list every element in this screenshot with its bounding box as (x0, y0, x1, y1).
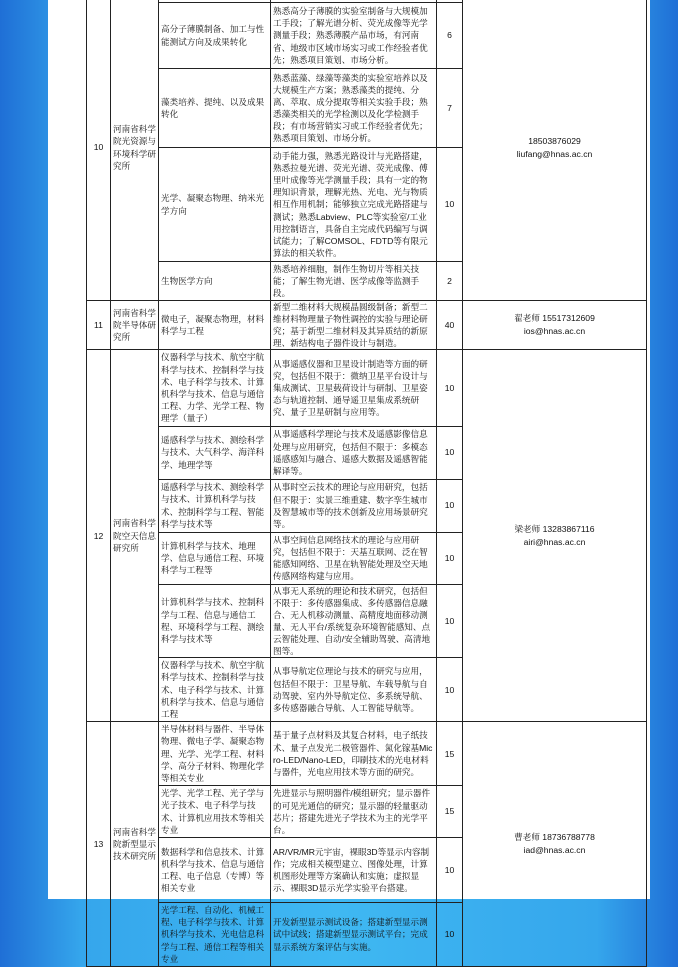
count-cell: 10 (437, 426, 463, 479)
contact-email: iad@hnas.ac.cn (523, 845, 586, 856)
count-cell: 10 (437, 838, 463, 903)
major-cell: 遥感科学与技术、测绘科学与技术、大气科学、海洋科学、地理学等 (159, 426, 271, 479)
requirement-cell: 从事时空云技术的理论与应用研究，包括但不限于：实景三维重建、数字孪生城市及智慧城市等的技术创新及应用场景研究等。 (271, 479, 437, 532)
requirement-cell: 从事无人系统的理论和技术研究，包括但不限于：多传感器集成、多传感器信息融合、无人机移动测量、高精度地面移动测量、无人平台/系统复杂环境智能感知、点云智能处理、自动/安全辅助驾驶、高清地图等。 (271, 584, 437, 658)
major-cell: 数据科学和信息技术、计算机科学与技术、信息与通信工程、电子信息（专博）等相关专业 (159, 838, 271, 903)
contact-cell (463, 722, 647, 967)
requirement-cell: 从事遥感科学理论与技术及遥感影像信息处理与应用研究，包括但不限于：多模态遥感感知与融合、遥感大数据及遥感智能解译等。 (271, 426, 437, 479)
contact-email: liufang@hnas.ac.cn (516, 148, 593, 159)
row-number: 13 (87, 722, 111, 967)
requirement-cell: 新型二维材料大规模晶圆级制备；新型二维材料物理量子物性调控的实验与理论研究；基于新型二维材料及其异质结的新原理、新结构电子器件设计与制造。 (271, 301, 437, 350)
count-cell: 7 (437, 69, 463, 148)
major-cell: 仪器科学与技术、航空宇航科学与技术、控制科学与技术、电子科学与技术、计算机科学与技术、信息与通信工程 (159, 658, 271, 722)
major-cell: 微电子，凝聚态物理，材料科学与工程 (159, 301, 271, 350)
table-row (87, 722, 647, 786)
count-cell: 10 (437, 584, 463, 658)
major-cell: 计算机科学与技术、地理学、信息与通信工程、环境科学与工程等 (159, 532, 271, 584)
requirement-cell: 熟悉培养细胞，制作生物切片等相关技能；了解生物光谱、医学成像等监测手段。 (271, 262, 437, 301)
unit-name: 河南省科学院光资源与环境科学研究所 (111, 0, 159, 301)
count-cell: 10 (437, 658, 463, 722)
requirement-cell: 从事空间信息网络技术的理论与应用研究，包括但不限于：天基互联网、泛在智能感知网络、卫星在轨智能处理及空天地传感网络构建与应用。 (271, 532, 437, 584)
recruitment-table (86, 0, 647, 967)
major-cell: 光学、凝聚态物理、纳米光学方向 (159, 148, 271, 262)
unit-name: 河南省科学院新型显示技术研究所 (111, 722, 159, 967)
requirement-cell: 从事遥感仪器和卫星设计制造等方面的研究，包括但不限于：微纳卫星平台设计与集成测试、卫星载荷设计与研制、卫星姿态与轨道控制、通导遥卫星集成系统研究、量子卫星研制与应用等。 (271, 350, 437, 426)
contact-cell (463, 301, 647, 350)
count-cell: 15 (437, 786, 463, 838)
requirement-cell: 开发新型显示测试设备；搭建新型显示测试中试线；搭建新型显示测试平台；完成显示系统方案评估与实施。 (271, 903, 437, 967)
count-cell: 10 (437, 479, 463, 532)
major-cell: 遥感科学与技术、测绘科学与技术、计算机科学与技术、控制科学与工程、智能科学与技术等 (159, 479, 271, 532)
count-cell: 10 (437, 903, 463, 967)
requirement-cell: 从事导航定位理论与技术的研究与应用，包括但不限于：卫星导航、车载导航与自动驾驶、室内外导航定位、多系统导航、多传感器融合导航、人工智能导航等。 (271, 658, 437, 722)
count-cell: 10 (437, 148, 463, 262)
count-cell: 6 (437, 3, 463, 69)
requirement-cell: 基于量子点材料及其复合材料，电子纸技术、量子点发光二极管器件、氮化镓基Micro-LED/Nano-LED，印刷技术的光电材料与器件，光电应用技术等方面的研究。 (271, 722, 437, 786)
requirement-cell: AR/VR/MR元宇宙，裸眼3D等显示内容制作；完成相关模型建立、图像处理，计算机图形处理等方案确认和实施；虚拟显示、裸眼3D显示光学实验平台搭建。 (271, 838, 437, 903)
requirement-cell: 熟悉高分子薄膜的实验室制备与大规模加工手段；了解光谱分析、荧光成像等光学测量手段；熟悉薄膜产品市场，有河南省、地级市区域市场实习或工作经验者优先；熟悉项目策划、市场分析。 (271, 3, 437, 69)
count-cell: 40 (437, 301, 463, 350)
row-number: 12 (87, 350, 111, 722)
row-number: 11 (87, 301, 111, 350)
major-cell: 光学、光学工程、光子学与光子技术、电子科学与技术、计算机应用技术等相关专业 (159, 786, 271, 838)
contact-cell (463, 0, 647, 301)
contact-email: ios@hnas.ac.cn (523, 326, 586, 337)
contact-person: 翟老师 15517312609 (514, 313, 595, 324)
contact-person: 梁老师 13283867116 (514, 523, 595, 534)
major-cell: 高分子薄膜制备、加工与性能测试方向及成果转化 (159, 3, 271, 69)
major-cell: 仪器科学与技术、航空宇航科学与技术、控制科学与技术、电子科学与技术、计算机科学与技术、信息与通信工程、力学、光学工程、物理学（量子） (159, 350, 271, 426)
requirement-cell: 先进显示与照明器件/模组研究；显示器件的可见光通信的研究；显示器的轻量驱动芯片；搭建先进光子学技术为主的光学平台。 (271, 786, 437, 838)
major-cell: 生物医学方向 (159, 262, 271, 301)
major-cell: 藻类培养、提纯、以及成果转化 (159, 69, 271, 148)
major-cell: 半导体材料与器件、半导体物理、微电子学、凝聚态物理、光学、光学工程、材料学、高分子材料、物理化学等相关专业 (159, 722, 271, 786)
count-cell: 2 (437, 262, 463, 301)
contact-person: 曹老师 18736788778 (514, 832, 595, 843)
requirement-cell: 熟悉蓝藻、绿藻等藻类的实验室培养以及大规模生产方案；熟悉藻类的提纯、分离、萃取、成分提取等相关实验手段；熟悉藻类相关的光学检测以及化学检测手段；有市场营销实习或工作经验者优先；熟悉项目策划、市场分析。 (271, 69, 437, 148)
count-cell: 10 (437, 532, 463, 584)
requirement-cell: 动手能力强，熟悉光路设计与光路搭建，熟悉拉曼光谱、荧光光谱、荧光成像、傅里叶成像等光学测量手段；具有一定的物理知识背景，理解光热、光电、光与物质相互作用机制；能够独立完成光路搭建与测试；熟悉Labview、PLC等实验室/工业用控制语言，具备自主完成代码编写与调试能力；了解COMSOL、FDTD等有限元算法的相关软件。 (271, 148, 437, 262)
document-page (48, 0, 650, 964)
contact-cell (463, 350, 647, 722)
major-cell: 光学工程、自动化、机械工程、电子科学与技术、计算机科学与技术、光电信息科学与工程、通信工程等相关专业 (159, 903, 271, 967)
unit-name: 河南省科学院空天信息研究所 (111, 350, 159, 722)
contact-person: 18503876029 (528, 135, 581, 146)
table-row (87, 301, 647, 350)
major-cell: 计算机科学与技术、控制科学与工程、信息与通信工程、环境科学与工程、测绘科学与技术等 (159, 584, 271, 658)
unit-name: 河南省科学院半导体研究所 (111, 301, 159, 350)
contact-email: airi@hnas.ac.cn (523, 536, 586, 547)
count-cell: 10 (437, 350, 463, 426)
row-number: 10 (87, 0, 111, 301)
count-cell: 15 (437, 722, 463, 786)
table-row (87, 350, 647, 426)
